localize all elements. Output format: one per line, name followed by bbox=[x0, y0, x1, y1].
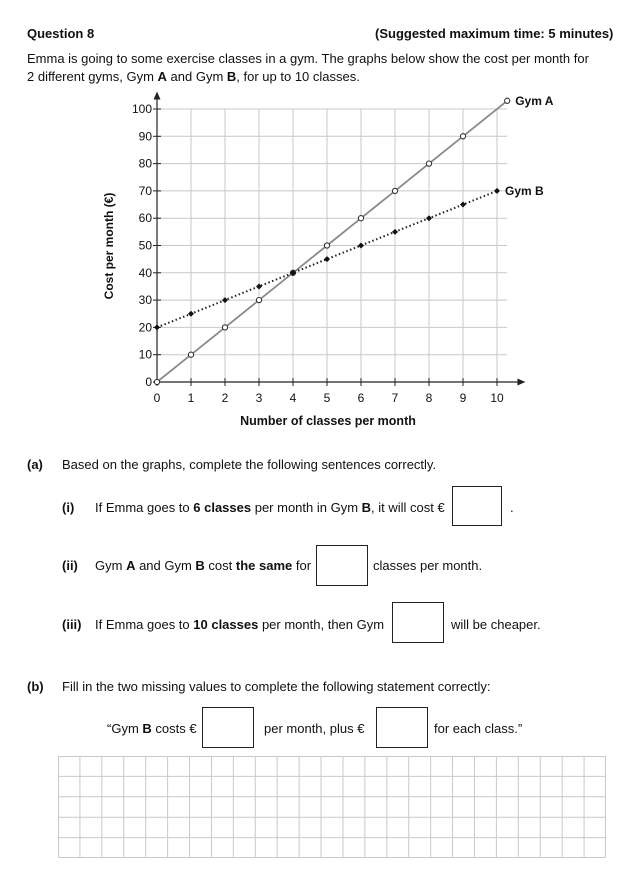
x-tick-label: 8 bbox=[425, 391, 433, 405]
answer-box-a-ii[interactable] bbox=[316, 545, 368, 586]
gym-b-point bbox=[154, 324, 160, 330]
time-hint: (Suggested maximum time: 5 minutes) bbox=[375, 26, 614, 41]
text: costs € bbox=[151, 721, 197, 736]
question-number: Question 8 bbox=[27, 26, 95, 41]
y-axis-arrow bbox=[154, 91, 161, 99]
x-tick-label: 4 bbox=[289, 391, 297, 405]
x-tick-label: 2 bbox=[221, 391, 229, 405]
text: Gym bbox=[95, 558, 127, 573]
text-bold: 10 classes bbox=[193, 617, 259, 632]
gym-a-point bbox=[505, 98, 510, 103]
x-tick-label: 1 bbox=[187, 391, 195, 405]
text-bold: B bbox=[361, 500, 372, 515]
text-bold: 6 classes bbox=[193, 500, 252, 515]
x-axis-arrow bbox=[517, 379, 525, 386]
y-tick-label: 40 bbox=[138, 265, 152, 280]
answer-box-b-per-class[interactable] bbox=[376, 707, 428, 748]
gym-b-point bbox=[392, 229, 398, 235]
text: per month in Gym bbox=[251, 500, 362, 515]
chart-axes bbox=[154, 91, 526, 385]
text: , it will cost € bbox=[371, 500, 445, 515]
y-tick-label: 0 bbox=[145, 375, 152, 389]
intro-text: and Gym bbox=[166, 69, 227, 84]
part-b-text: Fill in the two missing values to complete the following statement correctly: bbox=[62, 679, 491, 694]
text: If Emma goes to bbox=[95, 617, 194, 632]
y-tick-label: 70 bbox=[138, 183, 152, 198]
part-a-iii-suffix: will be cheaper. bbox=[451, 617, 541, 632]
text-bold: A bbox=[126, 558, 136, 573]
part-a-text: Based on the graphs, complete the following sentences correctly. bbox=[62, 457, 437, 472]
intro-gym-a: A bbox=[157, 69, 167, 84]
x-tick-label: 6 bbox=[357, 391, 365, 405]
part-a-ii-suffix: classes per month. bbox=[373, 558, 483, 573]
text: and Gym bbox=[135, 558, 196, 573]
gym-a-point bbox=[154, 379, 159, 384]
gym-b-point bbox=[188, 311, 194, 317]
gym-b-point bbox=[494, 188, 500, 194]
part-b-statement-start bbox=[107, 721, 197, 736]
text: “Gym bbox=[107, 721, 143, 736]
x-tick-label: 3 bbox=[255, 391, 263, 405]
part-a-i-text bbox=[95, 500, 445, 515]
gym-b-point bbox=[222, 297, 228, 303]
text: If Emma goes to bbox=[95, 500, 194, 515]
y-axis-title: Cost per month (€) bbox=[102, 192, 116, 300]
x-tick-label: 7 bbox=[391, 391, 399, 405]
part-a-iii-label: (iii) bbox=[62, 617, 82, 632]
x-tick-label: 0 bbox=[153, 391, 161, 405]
x-tick-label: 9 bbox=[459, 391, 467, 405]
x-tick-label: 5 bbox=[323, 391, 331, 405]
part-b-label: (b) bbox=[27, 679, 44, 694]
answer-box-b-monthly[interactable] bbox=[202, 707, 254, 748]
period: . bbox=[510, 500, 514, 515]
chart-series bbox=[157, 101, 507, 382]
part-a-ii-label: (ii) bbox=[62, 558, 78, 573]
gym-b-point bbox=[358, 243, 364, 249]
answer-grid[interactable] bbox=[58, 756, 606, 858]
part-a-iii-text bbox=[95, 617, 384, 632]
y-tick-label: 50 bbox=[138, 238, 152, 253]
x-axis-title: Number of classes per month bbox=[240, 414, 416, 428]
gym-a-point bbox=[358, 216, 363, 221]
y-tick-label: 30 bbox=[138, 293, 152, 308]
y-tick-label: 100 bbox=[131, 102, 152, 116]
y-tick-label: 90 bbox=[138, 129, 152, 144]
intro-text: 2 different gyms, Gym bbox=[27, 69, 158, 84]
gym-a-label: Gym A bbox=[515, 93, 554, 108]
intro-gym-b: B bbox=[226, 69, 237, 84]
part-a-label: (a) bbox=[27, 457, 43, 472]
text-bold: B bbox=[142, 721, 152, 736]
answer-box-a-i[interactable] bbox=[452, 486, 502, 526]
gym-a-point bbox=[392, 188, 397, 193]
gym-a-line bbox=[157, 101, 507, 382]
y-tick-label: 20 bbox=[138, 320, 152, 335]
intro-line-1: Emma is going to some exercise classes in a gym. The graphs below show the cost per month for bbox=[27, 51, 589, 66]
gym-a-point bbox=[188, 352, 193, 357]
part-b-statement-mid: per month, plus € bbox=[264, 721, 365, 736]
gym-a-point bbox=[256, 298, 261, 303]
part-b-statement-end: for each class.” bbox=[434, 721, 523, 736]
chart-gridlines bbox=[157, 109, 507, 382]
gym-b-point bbox=[426, 215, 432, 221]
part-a-ii-text bbox=[95, 558, 311, 573]
text-bold: the same bbox=[235, 558, 293, 573]
gym-b-point bbox=[460, 202, 466, 208]
gym-a-point bbox=[460, 134, 465, 139]
y-tick-label: 10 bbox=[138, 347, 152, 362]
gym-a-point bbox=[222, 325, 227, 330]
y-tick-label: 60 bbox=[138, 211, 152, 226]
cost-chart bbox=[0, 0, 638, 440]
text-bold: B bbox=[195, 558, 205, 573]
gym-a-point bbox=[426, 161, 431, 166]
gym-a-point bbox=[324, 243, 329, 248]
x-tick-label: 10 bbox=[490, 391, 504, 405]
text: for bbox=[292, 558, 312, 573]
answer-box-a-iii[interactable] bbox=[392, 602, 444, 643]
part-a-i-label: (i) bbox=[62, 500, 75, 515]
text: per month, then Gym bbox=[258, 617, 385, 632]
gym-b-label: Gym B bbox=[505, 183, 544, 198]
gym-b-point bbox=[324, 256, 330, 262]
gym-b-point bbox=[256, 283, 262, 289]
y-tick-label: 80 bbox=[138, 156, 152, 171]
intro-text: , for up to 10 classes. bbox=[236, 69, 360, 84]
text: cost bbox=[204, 558, 236, 573]
